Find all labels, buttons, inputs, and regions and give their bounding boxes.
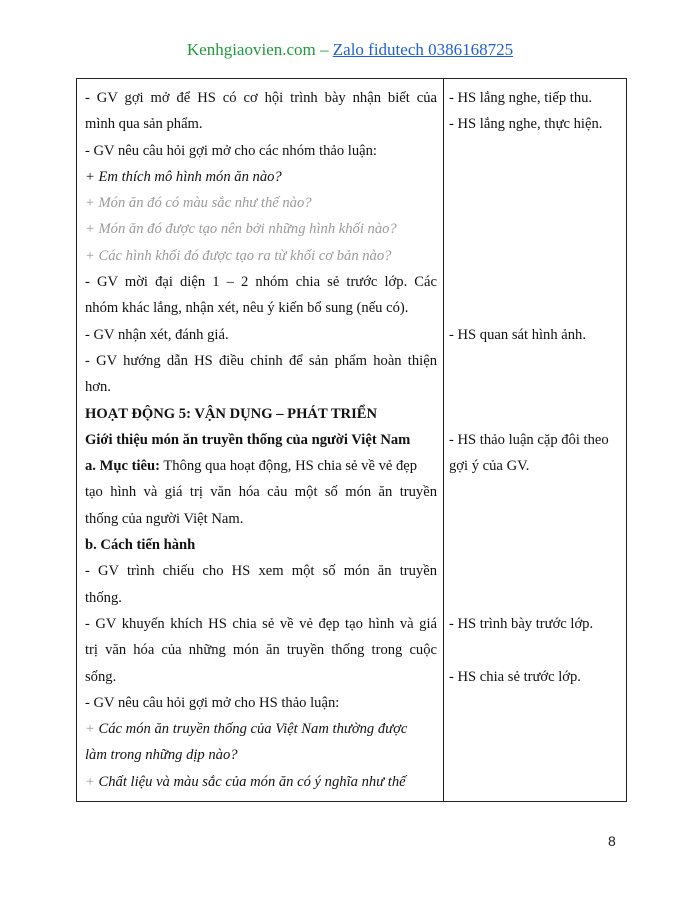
question-line: [85, 769, 437, 795]
student-line: - HS trình bày trước lớp.: [449, 616, 594, 632]
plus-marker: +: [85, 221, 95, 238]
page-header: [0, 40, 700, 60]
site-name: Kenhgiaovien.com: [186, 40, 316, 59]
text-line: - GV nhận xét, đánh giá.: [85, 326, 229, 343]
activity-title: HOẠT ĐỘNG 5: VẬN DỤNG – PHÁT TRIỂN: [85, 405, 378, 422]
text-line: thống của người Việt Nam.: [85, 510, 244, 527]
plus-marker: +: [85, 773, 95, 790]
text-line: thống.: [85, 589, 122, 606]
text-line: hơn.: [85, 379, 111, 396]
question-line: [85, 716, 437, 742]
text-line: - GV nêu câu hỏi gợi mở cho các nhóm thảo luận:: [85, 142, 377, 159]
teacher-activities-column: [85, 85, 437, 795]
student-line: - HS lắng nghe, thực hiện.: [449, 116, 603, 133]
goal-text: Thông qua hoạt động, HS chia sẻ về vẻ đẹp: [159, 458, 418, 475]
page-number: 8: [608, 833, 616, 849]
goal-line: [85, 453, 437, 479]
text-line: mình qua sản phẩm.: [85, 116, 203, 133]
activity-subtitle: Giới thiệu món ăn truyền thống của người Việt Nam: [85, 431, 411, 448]
text-line: nhóm khác lắng, nhận xét, nêu ý kiến bổ sung (nếu có).: [85, 300, 409, 317]
question-text: Các hình khối đó được tạo ra từ khối cơ bản nào?: [98, 247, 392, 264]
lesson-table: [76, 78, 627, 802]
header-separator: –: [315, 40, 333, 59]
zalo-link[interactable]: Zalo fidutech 0386168725: [332, 40, 514, 59]
text-line: - GV khuyến khích HS chia sẻ về vẻ đẹp tạo hình và giá: [85, 615, 437, 632]
question-line: [85, 216, 437, 242]
text-line: tạo hình và giá trị văn hóa cảu một số món ăn truyền: [85, 484, 437, 501]
text-line: - GV gợi mở để HS có cơ hội trình bày nhận biết của: [85, 90, 437, 106]
text-line: sống.: [85, 668, 117, 685]
goal-label: a. Mục tiêu:: [85, 458, 160, 475]
question-text: Món ăn đó có màu sắc như thế nào?: [98, 195, 312, 212]
column-divider: [443, 79, 444, 801]
text-line: - GV mời đại diện 1 – 2 nhóm chia sẻ trước lớp. Các: [85, 274, 437, 291]
question-line: [85, 190, 437, 216]
text-line: - GV nêu câu hỏi gợi mở cho HS thảo luận:: [85, 694, 340, 711]
text-line: trị văn hóa của những món ăn truyền thống trong cuộc: [85, 642, 437, 659]
question-line: [85, 243, 437, 269]
student-line: - HS thảo luận cặp đôi theo: [449, 431, 609, 448]
plus-marker: +: [85, 721, 95, 738]
student-line: - HS lắng nghe, tiếp thu.: [449, 90, 593, 106]
question-text: Chất liệu và màu sắc của món ăn có ý nghĩa như thế: [98, 773, 406, 790]
plus-marker: +: [85, 247, 95, 264]
question-line: + Em thích mô hình món ăn nào?: [85, 168, 282, 185]
method-label: b. Cách tiến hành: [85, 537, 196, 554]
student-line: gợi ý của GV.: [449, 458, 530, 475]
plus-marker: +: [85, 195, 95, 212]
student-line: - HS chia sẻ trước lớp.: [449, 668, 581, 685]
text-line: - GV trình chiếu cho HS xem một số món ăn truyền: [85, 563, 437, 580]
question-line: làm trong những dịp nào?: [85, 747, 238, 764]
question-text: Các món ăn truyền thống của Việt Nam thường được: [98, 721, 408, 738]
question-text: Món ăn đó được tạo nên bởi những hình khối nào?: [98, 221, 397, 238]
text-line: - GV hướng dẫn HS điều chỉnh để sản phẩm hoàn thiện: [85, 352, 437, 369]
student-line: - HS quan sát hình ảnh.: [449, 326, 587, 343]
